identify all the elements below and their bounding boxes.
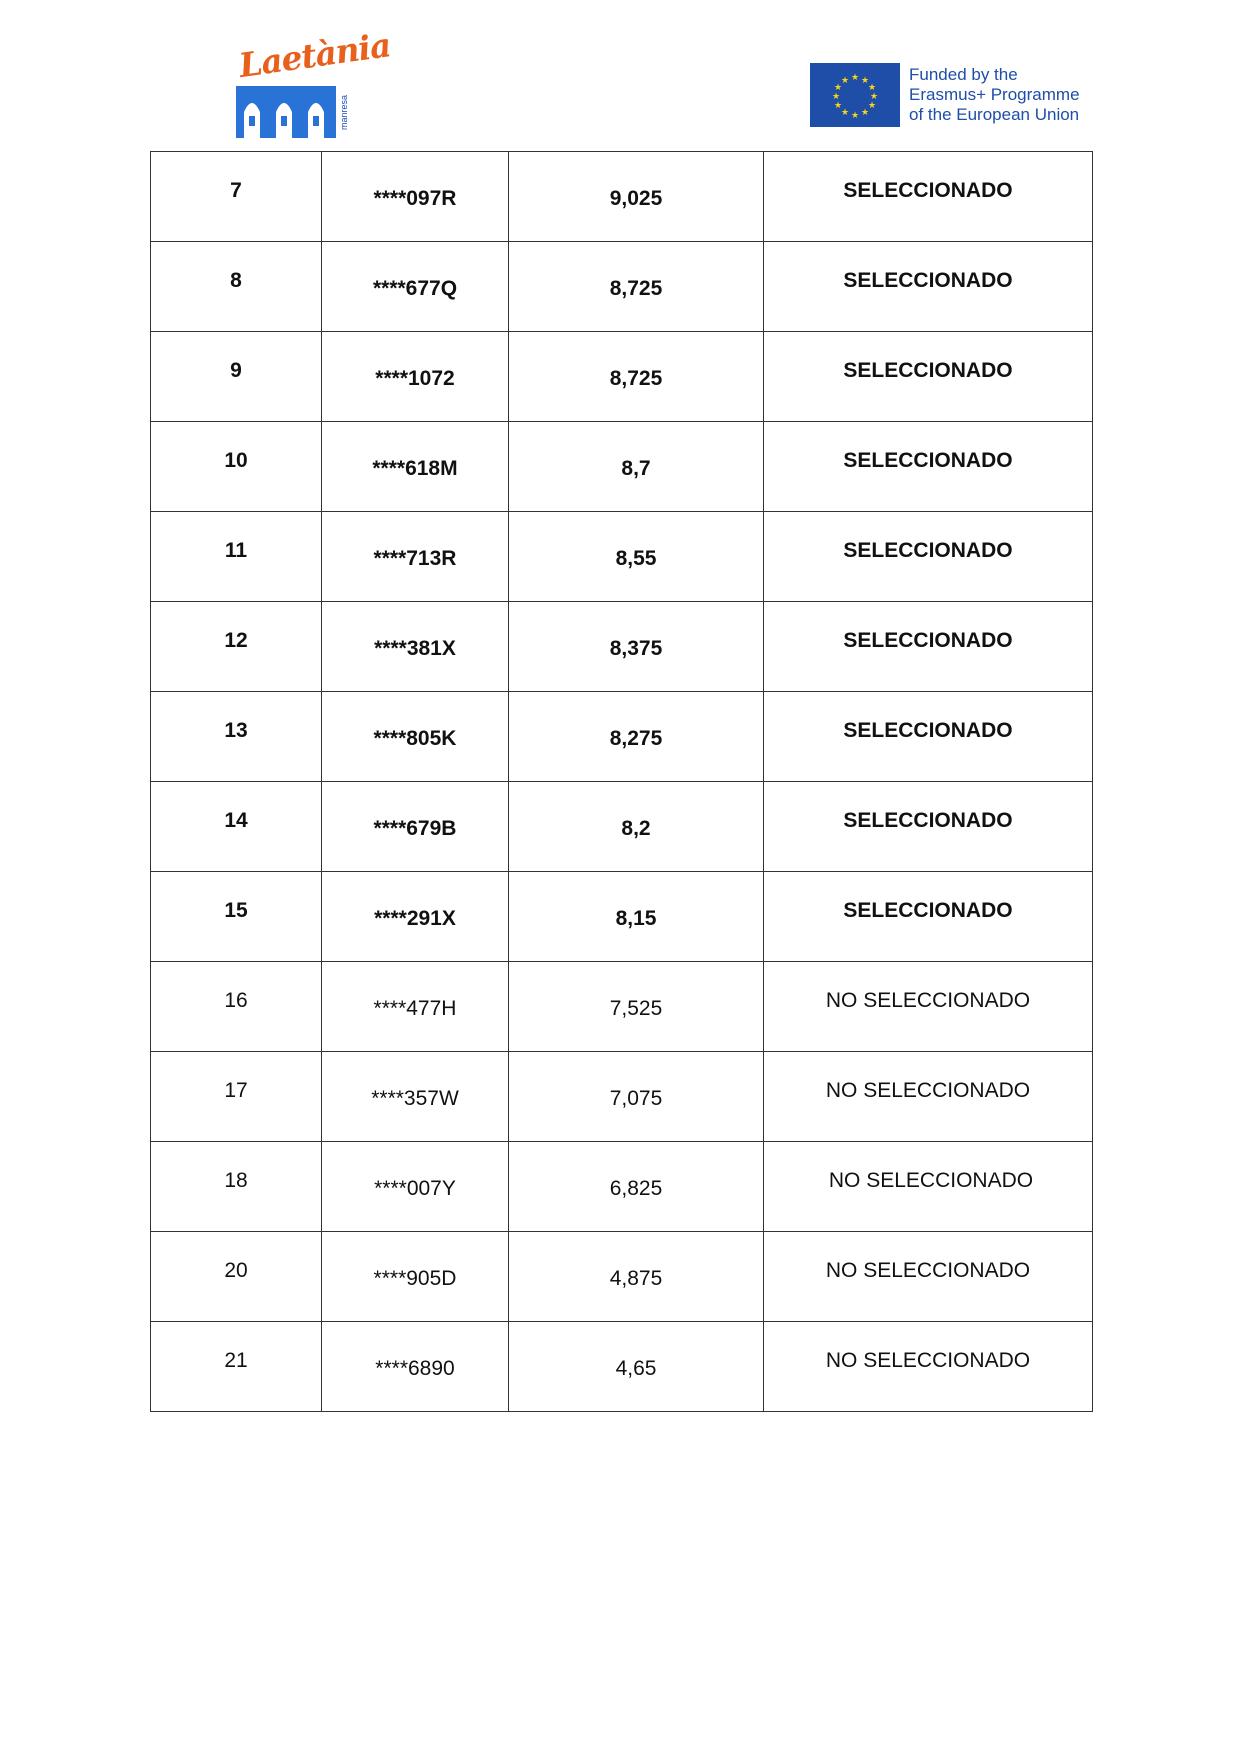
status-cell: NO SELECCIONADO [764,962,1093,1052]
table-row [151,782,1093,872]
svg-text:★: ★ [867,101,877,111]
selection-results-table [150,151,1093,1412]
table-row [151,152,1093,242]
svg-text:★: ★ [869,92,879,102]
rank-cell: 18 [151,1142,322,1232]
table-row [151,1232,1093,1322]
score-cell: 8,2 [509,782,764,872]
rank-cell: 9 [151,332,322,422]
rank-cell: 11 [151,512,322,602]
svg-text:★: ★ [833,101,843,111]
status-cell: SELECCIONADO [764,332,1093,422]
id-code-cell: ****713R [322,512,509,602]
rank-cell: 7 [151,152,322,242]
table-row [151,332,1093,422]
score-cell: 4,65 [509,1322,764,1412]
status-cell: SELECCIONADO [764,872,1093,962]
table-row [151,602,1093,692]
table-row [151,962,1093,1052]
svg-text:★: ★ [840,108,850,118]
table-row [151,872,1093,962]
status-cell: SELECCIONADO [764,782,1093,872]
table-row [151,512,1093,602]
id-code-cell: ****357W [322,1052,509,1142]
table-row [151,1052,1093,1142]
laetania-logo-subtitle: manresa [339,94,349,130]
score-cell: 8,725 [509,242,764,332]
score-cell: 8,7 [509,422,764,512]
rank-cell: 20 [151,1232,322,1322]
id-code-cell: ****618M [322,422,509,512]
id-code-cell: ****679B [322,782,509,872]
id-code-cell: ****1072 [322,332,509,422]
table-row [151,242,1093,332]
status-cell: NO SELECCIONADO [764,1142,1093,1232]
score-cell: 8,15 [509,872,764,962]
svg-text:★: ★ [850,111,860,121]
laetania-logo [236,25,393,138]
status-cell: NO SELECCIONADO [764,1232,1093,1322]
id-code-cell: ****677Q [322,242,509,332]
svg-text:★: ★ [860,76,870,86]
score-cell: 7,525 [509,962,764,1052]
rank-cell: 17 [151,1052,322,1142]
eu-funding-text [909,65,1080,125]
table-row [151,692,1093,782]
status-cell: SELECCIONADO [764,422,1093,512]
status-cell: SELECCIONADO [764,512,1093,602]
status-cell: SELECCIONADO [764,242,1093,332]
eu-flag-icon [810,63,900,127]
rank-cell: 15 [151,872,322,962]
svg-text:★: ★ [867,83,877,93]
rank-cell: 8 [151,242,322,332]
svg-text:★: ★ [850,73,860,83]
id-code-cell: ****6890 [322,1322,509,1412]
rank-cell: 14 [151,782,322,872]
id-code-cell: ****007Y [322,1142,509,1232]
score-cell: 4,875 [509,1232,764,1322]
score-cell: 8,55 [509,512,764,602]
rank-cell: 12 [151,602,322,692]
rank-cell: 21 [151,1322,322,1412]
score-cell: 9,025 [509,152,764,242]
score-cell: 8,725 [509,332,764,422]
score-cell: 7,075 [509,1052,764,1142]
rank-cell: 10 [151,422,322,512]
laetania-logo-text: Laetània [236,25,393,85]
rank-cell: 16 [151,962,322,1052]
eu-funding-logo [810,63,1080,127]
rank-cell: 13 [151,692,322,782]
score-cell: 8,375 [509,602,764,692]
status-cell: SELECCIONADO [764,152,1093,242]
id-code-cell: ****805K [322,692,509,782]
score-cell: 6,825 [509,1142,764,1232]
id-code-cell: ****097R [322,152,509,242]
svg-text:★: ★ [831,92,841,102]
eu-line-2: Erasmus+ Programme [909,85,1080,104]
id-code-cell: ****381X [322,602,509,692]
score-cell: 8,275 [509,692,764,782]
status-cell: NO SELECCIONADO [764,1052,1093,1142]
svg-text:★: ★ [840,76,850,86]
status-cell: SELECCIONADO [764,692,1093,782]
svg-text:★: ★ [833,83,843,93]
id-code-cell: ****477H [322,962,509,1052]
svg-text:★: ★ [860,108,870,118]
status-cell: NO SELECCIONADO [764,1322,1093,1412]
eu-line-3: of the European Union [909,105,1080,124]
table-row [151,1142,1093,1232]
id-code-cell: ****905D [322,1232,509,1322]
status-cell: SELECCIONADO [764,602,1093,692]
table-row [151,422,1093,512]
table-row [151,1322,1093,1412]
laetania-arches-icon [236,86,336,138]
eu-line-1: Funded by the [909,65,1018,84]
id-code-cell: ****291X [322,872,509,962]
